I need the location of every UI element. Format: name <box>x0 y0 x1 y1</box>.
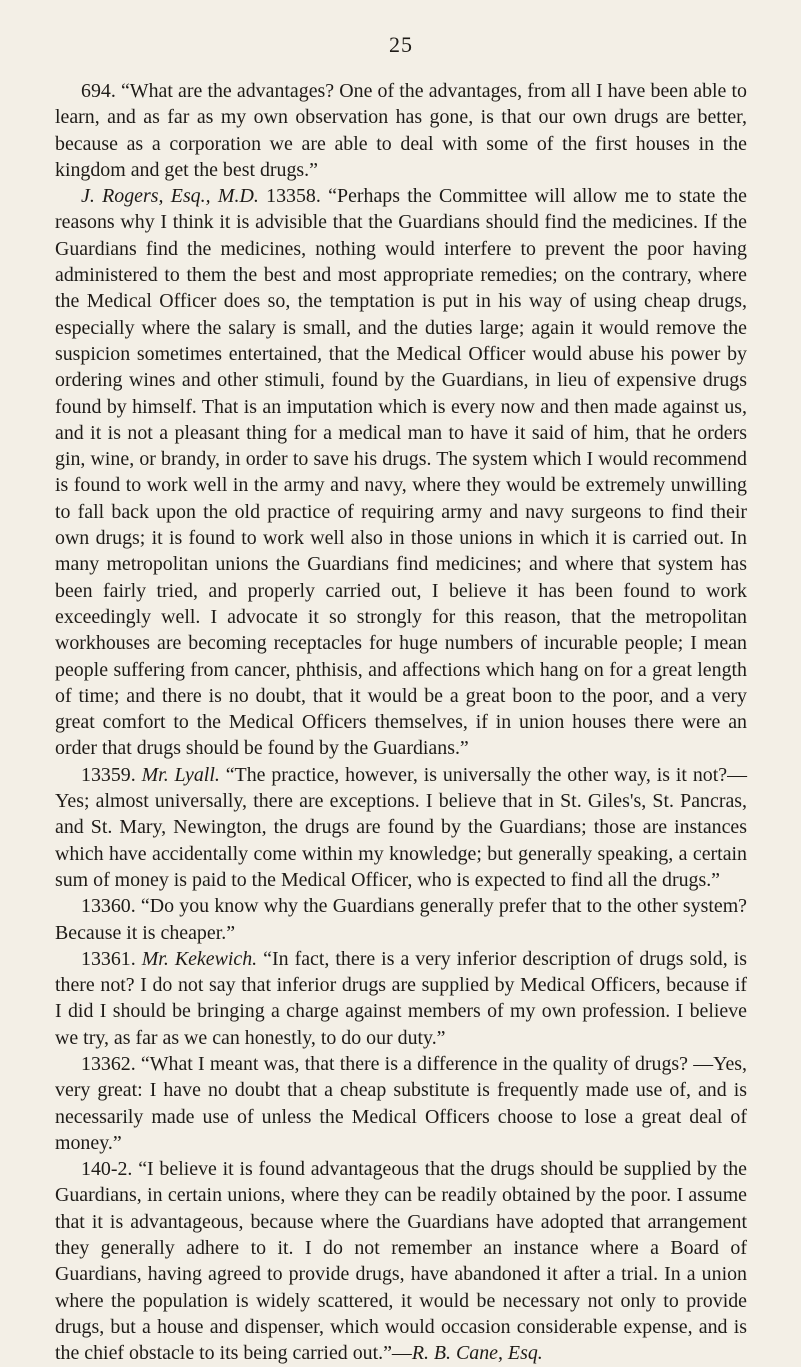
paragraph-694 <box>55 78 747 183</box>
paragraph-13359 <box>55 762 747 893</box>
speaker-name: Mr. Lyall. <box>141 763 220 786</box>
speaker-name: J. Rogers, Esq., M.D. <box>81 185 259 208</box>
speaker-name: Mr. Kekewich. <box>141 947 258 970</box>
paragraph-number: 694. <box>81 80 116 102</box>
paragraph-text: “In fact, there is a very inferior description of drugs sold, is there not? I do not say that inferior drugs are supplied by Medical Officers, because if I did I should be bringing a charge against members of my own profession. I believe we try, as far as we can honestly, to do our duty.” <box>55 947 747 1049</box>
paragraph-number: 13362. <box>81 1052 136 1075</box>
paragraph-140-2 <box>55 1156 747 1366</box>
paragraph-number: 13360. <box>81 895 136 918</box>
paragraph-number: 13359. <box>81 763 136 786</box>
paragraph-text: “What are the advantages? One of the advantages, from all I have been able to learn, and as far as my own observation has gone, is that our own drugs are better, because as a corporation we are able to deal with some of the first houses in the kingdom and get the best drugs.” <box>55 80 747 181</box>
paragraph-number: 140-2. <box>81 1158 133 1181</box>
paragraph-text: “I believe it is found advantageous that the drugs should be supplied by the Guardians, in certain unions, where they can be readily obtained by the poor. I assume that it is advantageous, because where the Guardians have adopted that arrangement they generally adhere to it. I do not remember an instance where a Board of Guardians, having agreed to provide drugs, have abandoned it after a trial. In a union where the population is widely scattered, it would be necessary not only to provide drugs, but a house and dispenser, which would occasion considerable expense, and is the chief obstacle to its being carried out.”— <box>55 1158 747 1365</box>
paragraph-text: “What I meant was, that there is a difference in the quality of drugs? —Yes, very great: I have no doubt that a cheap substitute is frequently made use of, and is necessarily made use of unless the Medical Officers choose to lose a great deal of money.” <box>55 1052 747 1154</box>
paragraph-13362 <box>55 1051 747 1156</box>
signature: R. B. Cane, Esq. <box>411 1342 543 1365</box>
paragraph-text: 13358. “Perhaps the Committee will allow me to state the reasons why I think it is advisible that the Guardians should find the medicines. If the Guardians find the medicines, nothing would interfere to prevent the poor having administered to them the best and most appropriate remedies; on the contrary, where the Medical Officer does so, the temptation is put in his way of using cheap drugs, especially where the salary is small, and the duties large; again it would remove the suspicion sometimes entertained, that the Medical Officer would abuse his power by ordering wines and other stimuli, found by the Guardians, in lieu of expensive drugs found by himself. That is an imputation which is every now and then made against us, and it is not a pleasant thing for a medical man to have it said of him, that he orders gin, wine, or brandy, in order to save his drugs. The system which I would recommend is found to work well in the army and navy, where they would be extremely unwilling to fall back upon the old practice of requiring army and navy surgeons to find their own drugs; it is found to work well also in those unions in which it is carried out. In many metropolitan unions the Guardians find medicines; and where that system has been fairly tried, and properly carried out, I believe it has been found to work exceedingly well. I advocate it so strongly for this reason, that the metropolitan workhouses are becoming receptacles for huge numbers of incurable people; I mean people suffering from cancer, phthisis, and affections which hang on for a great length of time; and there is no doubt, that it would be a great boon to the poor, and a very great comfort to the Medical Officers themselves, if in union houses there were an order that drugs should be found by the Guardians.” <box>55 185 747 760</box>
page-number: 25 <box>389 32 413 57</box>
paragraph-13358 <box>55 183 747 762</box>
paragraph-13361 <box>55 946 747 1051</box>
paragraph-text: “Do you know why the Guardians generally prefer that to the other system? Because it is cheaper.” <box>55 895 747 944</box>
paragraph-number: 13361. <box>81 947 136 970</box>
paragraph-13360 <box>55 893 747 946</box>
paragraph-text: “The practice, however, is universally the other way, is it not?—Yes; almost universally, there are exceptions. I believe that in St. Giles's, St. Pancras, and St. Mary, Newington, the drugs are found by the Guardians; those are instances which have accidentally come within my knowledge; but generally speaking, a certain sum of money is paid to the Medical Officer, who is expected to find all the drugs.” <box>55 763 747 891</box>
